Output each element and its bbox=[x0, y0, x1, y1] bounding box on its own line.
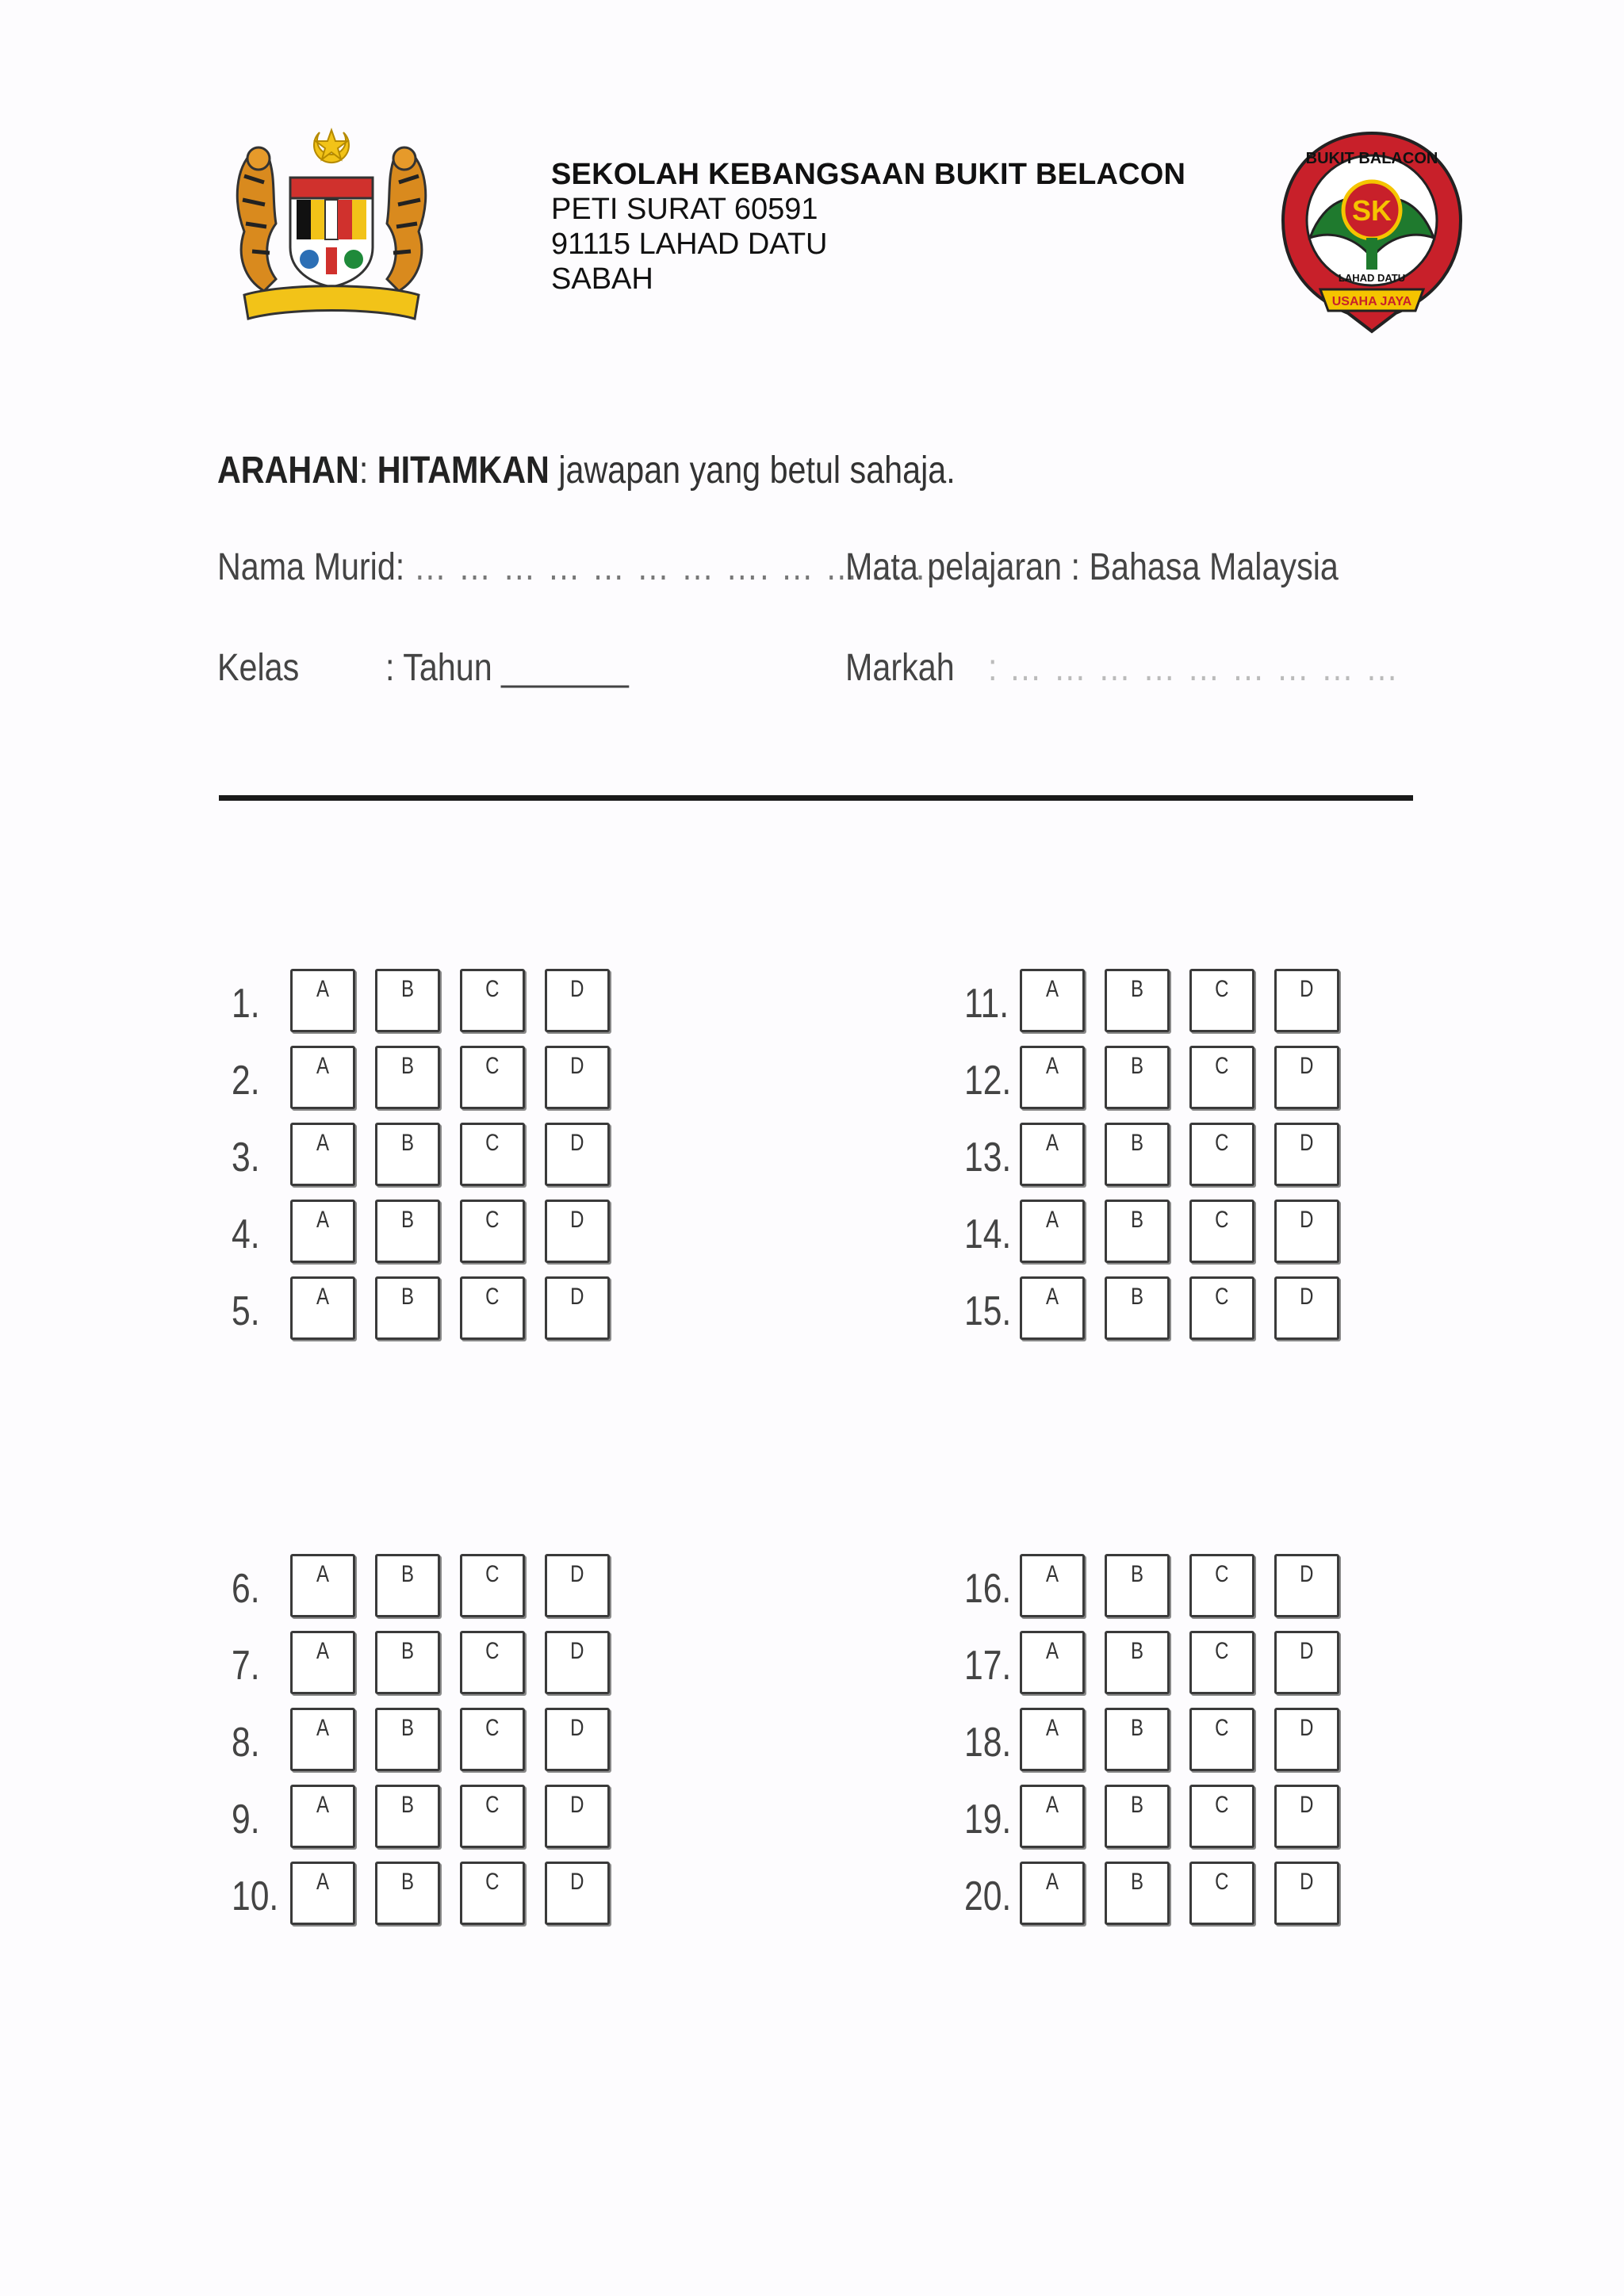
question-number: 10. bbox=[232, 1873, 279, 1919]
answer-option-d[interactable] bbox=[545, 1276, 610, 1340]
option-letter: B bbox=[400, 1792, 414, 1818]
answer-option-d[interactable] bbox=[545, 1862, 610, 1925]
option-letter: D bbox=[570, 1130, 584, 1156]
option-letter: A bbox=[1045, 1130, 1059, 1156]
answer-option-a[interactable] bbox=[1020, 1554, 1085, 1617]
answer-option-a[interactable] bbox=[290, 969, 355, 1032]
option-letter: D bbox=[570, 1638, 584, 1664]
class-blank: _______ bbox=[501, 647, 629, 689]
option-letter: C bbox=[485, 1284, 500, 1310]
answer-option-c[interactable] bbox=[1189, 1554, 1254, 1617]
answer-option-a[interactable] bbox=[1020, 1276, 1085, 1340]
answer-option-b[interactable] bbox=[1105, 1046, 1170, 1109]
student-name-field bbox=[217, 545, 948, 589]
answer-option-b[interactable] bbox=[375, 1554, 440, 1617]
option-letter: B bbox=[1130, 1561, 1143, 1587]
answer-option-c[interactable] bbox=[460, 1862, 525, 1925]
answer-option-b[interactable] bbox=[1105, 1862, 1170, 1925]
logo-initials: SK bbox=[1351, 194, 1392, 227]
logo-bottom-text: LAHAD DATU bbox=[1338, 272, 1406, 284]
option-letter: D bbox=[570, 1869, 584, 1895]
answer-option-b[interactable] bbox=[375, 969, 440, 1032]
option-letter: D bbox=[1300, 1130, 1314, 1156]
question-number: 14. bbox=[964, 1211, 1012, 1257]
answer-option-b[interactable] bbox=[1105, 1554, 1170, 1617]
school-logo-icon bbox=[1277, 127, 1467, 337]
answer-option-d[interactable] bbox=[1274, 1123, 1339, 1186]
option-letter: D bbox=[570, 1792, 584, 1818]
answer-option-c[interactable] bbox=[1189, 1785, 1254, 1848]
answer-option-d[interactable] bbox=[545, 1554, 610, 1617]
option-letter: D bbox=[570, 1715, 584, 1741]
class-label: Kelas bbox=[217, 647, 300, 689]
answer-option-a[interactable] bbox=[1020, 1631, 1085, 1694]
option-letter: A bbox=[1045, 1561, 1059, 1587]
option-letter: D bbox=[570, 1207, 584, 1233]
answer-option-b[interactable] bbox=[1105, 1708, 1170, 1771]
option-letter: C bbox=[485, 1869, 500, 1895]
answer-option-c[interactable] bbox=[1189, 1046, 1254, 1109]
answer-option-c[interactable] bbox=[460, 1708, 525, 1771]
option-letter: A bbox=[316, 1207, 329, 1233]
option-letter: B bbox=[400, 1130, 414, 1156]
answer-option-c[interactable] bbox=[1189, 1862, 1254, 1925]
option-letter: D bbox=[570, 1053, 584, 1079]
option-letter: C bbox=[1215, 1869, 1229, 1895]
answer-option-d[interactable] bbox=[545, 1200, 610, 1263]
option-letter: D bbox=[1300, 1053, 1314, 1079]
question-number: 1. bbox=[232, 981, 260, 1027]
question-number: 6. bbox=[232, 1566, 260, 1612]
answer-option-c[interactable] bbox=[1189, 1276, 1254, 1340]
answer-option-c[interactable] bbox=[1189, 1123, 1254, 1186]
answer-option-a[interactable] bbox=[1020, 1200, 1085, 1263]
answer-option-b[interactable] bbox=[1105, 1123, 1170, 1186]
answer-option-d[interactable] bbox=[545, 1123, 610, 1186]
option-letter: C bbox=[1215, 1792, 1229, 1818]
answer-option-d[interactable] bbox=[1274, 969, 1339, 1032]
answer-option-b[interactable] bbox=[1105, 1631, 1170, 1694]
answer-option-c[interactable] bbox=[460, 1631, 525, 1694]
answer-option-c[interactable] bbox=[1189, 1200, 1254, 1263]
question-number: 2. bbox=[232, 1058, 260, 1104]
option-letter: C bbox=[1215, 976, 1229, 1002]
question-number: 13. bbox=[964, 1135, 1012, 1181]
option-letter: A bbox=[316, 1869, 329, 1895]
answer-option-b[interactable] bbox=[375, 1276, 440, 1340]
option-letter: C bbox=[485, 1053, 500, 1079]
answer-option-a[interactable] bbox=[1020, 1123, 1085, 1186]
answer-option-d[interactable] bbox=[1274, 1708, 1339, 1771]
option-letter: A bbox=[316, 1053, 329, 1079]
option-letter: D bbox=[570, 1284, 584, 1310]
option-letter: A bbox=[1045, 1869, 1059, 1895]
question-number: 18. bbox=[964, 1720, 1012, 1766]
option-letter: C bbox=[1215, 1053, 1229, 1079]
option-letter: B bbox=[400, 1207, 414, 1233]
option-letter: D bbox=[1300, 1284, 1314, 1310]
option-letter: C bbox=[1215, 1715, 1229, 1741]
answer-option-d[interactable] bbox=[1274, 1554, 1339, 1617]
option-letter: B bbox=[400, 1561, 414, 1587]
answer-option-d[interactable] bbox=[1274, 1046, 1339, 1109]
answer-option-c[interactable] bbox=[460, 1785, 525, 1848]
answer-option-a[interactable] bbox=[290, 1708, 355, 1771]
instruction-label: ARAHAN bbox=[217, 450, 359, 492]
student-name-dots: … … … … … … … …. … … … … bbox=[413, 546, 949, 588]
answer-option-d[interactable] bbox=[545, 1708, 610, 1771]
option-letter: D bbox=[1300, 976, 1314, 1002]
answer-option-d[interactable] bbox=[545, 1631, 610, 1694]
option-letter: D bbox=[570, 976, 584, 1002]
option-letter: D bbox=[1300, 1792, 1314, 1818]
option-letter: C bbox=[1215, 1207, 1229, 1233]
question-number: 17. bbox=[964, 1643, 1012, 1689]
option-letter: B bbox=[400, 1715, 414, 1741]
answer-option-b[interactable] bbox=[375, 1785, 440, 1848]
answer-option-a[interactable] bbox=[1020, 1785, 1085, 1848]
logo-top-text: BUKIT BALACON bbox=[1305, 150, 1438, 167]
address-line: 91115 LAHAD DATU bbox=[551, 228, 828, 261]
option-letter: B bbox=[400, 976, 414, 1002]
marks-field bbox=[845, 646, 955, 690]
malaysia-coat-of-arms-icon bbox=[220, 121, 442, 339]
question-number: 11. bbox=[964, 981, 1009, 1027]
answer-option-b[interactable] bbox=[1105, 1200, 1170, 1263]
option-letter: B bbox=[1130, 976, 1143, 1002]
option-letter: A bbox=[316, 976, 329, 1002]
question-number: 5. bbox=[232, 1288, 260, 1334]
answer-option-c[interactable] bbox=[460, 1123, 525, 1186]
class-value-field bbox=[385, 646, 629, 690]
address-line: PETI SURAT 60591 bbox=[551, 193, 818, 226]
option-letter: D bbox=[1300, 1869, 1314, 1895]
answer-option-d[interactable] bbox=[545, 1785, 610, 1848]
answer-option-b[interactable] bbox=[1105, 1276, 1170, 1340]
option-letter: C bbox=[485, 1792, 500, 1818]
answer-option-c[interactable] bbox=[460, 969, 525, 1032]
option-letter: A bbox=[316, 1715, 329, 1741]
answer-option-b[interactable] bbox=[375, 1862, 440, 1925]
class-field bbox=[217, 646, 299, 690]
option-letter: B bbox=[1130, 1715, 1143, 1741]
option-letter: A bbox=[316, 1792, 329, 1818]
school-name: SEKOLAH KEBANGSAAN BUKIT BELACON bbox=[551, 158, 1186, 191]
answer-option-a[interactable] bbox=[290, 1123, 355, 1186]
option-letter: B bbox=[1130, 1638, 1143, 1664]
instruction-line: ARAHAN: HITAMKAN jawapan yang betul sahaja. bbox=[217, 450, 956, 492]
option-letter: C bbox=[1215, 1561, 1229, 1587]
answer-option-c[interactable] bbox=[460, 1200, 525, 1263]
option-letter: A bbox=[1045, 1053, 1059, 1079]
option-letter: C bbox=[485, 1561, 500, 1587]
option-letter: A bbox=[1045, 1207, 1059, 1233]
option-letter: D bbox=[1300, 1715, 1314, 1741]
address-line: SABAH bbox=[551, 262, 653, 296]
answer-option-a[interactable] bbox=[1020, 1862, 1085, 1925]
answer-option-c[interactable] bbox=[1189, 969, 1254, 1032]
option-letter: B bbox=[1130, 1207, 1143, 1233]
option-letter: B bbox=[400, 1869, 414, 1895]
option-letter: A bbox=[316, 1638, 329, 1664]
class-value: : Tahun bbox=[385, 647, 492, 689]
option-letter: C bbox=[1215, 1638, 1229, 1664]
option-letter: B bbox=[1130, 1792, 1143, 1818]
option-letter: C bbox=[485, 1207, 500, 1233]
answer-option-c[interactable] bbox=[460, 1276, 525, 1340]
marks-dots: : … … … … … … … … … bbox=[988, 647, 1400, 689]
answer-option-a[interactable] bbox=[290, 1554, 355, 1617]
answer-option-b[interactable] bbox=[375, 1631, 440, 1694]
option-letter: C bbox=[485, 1130, 500, 1156]
option-letter: D bbox=[570, 1561, 584, 1587]
option-letter: B bbox=[1130, 1284, 1143, 1310]
answer-option-d[interactable] bbox=[545, 969, 610, 1032]
answer-option-d[interactable] bbox=[1274, 1631, 1339, 1694]
school-header bbox=[551, 157, 1185, 297]
answer-option-c[interactable] bbox=[460, 1554, 525, 1617]
instruction-verb: HITAMKAN bbox=[377, 450, 550, 492]
option-letter: C bbox=[485, 1638, 500, 1664]
option-letter: B bbox=[400, 1284, 414, 1310]
option-letter: B bbox=[1130, 1869, 1143, 1895]
question-number: 9. bbox=[232, 1797, 260, 1843]
option-letter: A bbox=[1045, 976, 1059, 1002]
answer-option-a[interactable] bbox=[290, 1785, 355, 1848]
answer-option-a[interactable] bbox=[290, 1631, 355, 1694]
question-number: 3. bbox=[232, 1135, 260, 1181]
answer-option-b[interactable] bbox=[375, 1200, 440, 1263]
answer-option-a[interactable] bbox=[1020, 1708, 1085, 1771]
answer-option-a[interactable] bbox=[290, 1276, 355, 1340]
question-number: 19. bbox=[964, 1797, 1012, 1843]
option-letter: B bbox=[400, 1638, 414, 1664]
answer-option-d[interactable] bbox=[1274, 1276, 1339, 1340]
option-letter: A bbox=[1045, 1792, 1059, 1818]
question-number: 16. bbox=[964, 1566, 1012, 1612]
question-number: 8. bbox=[232, 1720, 260, 1766]
answer-option-a[interactable] bbox=[1020, 1046, 1085, 1109]
divider-line bbox=[219, 795, 1413, 801]
subject-field bbox=[845, 545, 1339, 589]
answer-option-b[interactable] bbox=[1105, 969, 1170, 1032]
question-number: 12. bbox=[964, 1058, 1012, 1104]
option-letter: C bbox=[485, 976, 500, 1002]
answer-option-b[interactable] bbox=[1105, 1785, 1170, 1848]
answer-option-d[interactable] bbox=[1274, 1200, 1339, 1263]
answer-option-a[interactable] bbox=[290, 1200, 355, 1263]
option-letter: A bbox=[1045, 1284, 1059, 1310]
logo-motto: USAHA JAYA bbox=[1331, 295, 1412, 308]
option-letter: C bbox=[1215, 1284, 1229, 1310]
answer-option-d[interactable] bbox=[1274, 1785, 1339, 1848]
answer-option-a[interactable] bbox=[290, 1046, 355, 1109]
option-letter: D bbox=[1300, 1207, 1314, 1233]
answer-option-b[interactable] bbox=[375, 1123, 440, 1186]
marks-value-field bbox=[988, 646, 1400, 690]
answer-option-d[interactable] bbox=[545, 1046, 610, 1109]
answer-option-a[interactable] bbox=[290, 1862, 355, 1925]
option-letter: C bbox=[1215, 1130, 1229, 1156]
option-letter: A bbox=[316, 1130, 329, 1156]
option-letter: D bbox=[1300, 1561, 1314, 1587]
answer-option-b[interactable] bbox=[375, 1708, 440, 1771]
option-letter: A bbox=[1045, 1638, 1059, 1664]
question-number: 15. bbox=[964, 1288, 1012, 1334]
option-letter: B bbox=[1130, 1053, 1143, 1079]
option-letter: A bbox=[316, 1561, 329, 1587]
student-name-label: Nama Murid: bbox=[217, 546, 405, 588]
question-number: 7. bbox=[232, 1643, 260, 1689]
question-number: 20. bbox=[964, 1873, 1012, 1919]
option-letter: B bbox=[1130, 1130, 1143, 1156]
instruction-text: jawapan yang betul sahaja. bbox=[558, 450, 956, 492]
option-letter: B bbox=[400, 1053, 414, 1079]
answer-option-b[interactable] bbox=[375, 1046, 440, 1109]
answer-option-a[interactable] bbox=[1020, 969, 1085, 1032]
option-letter: D bbox=[1300, 1638, 1314, 1664]
answer-option-d[interactable] bbox=[1274, 1862, 1339, 1925]
option-letter: A bbox=[316, 1284, 329, 1310]
answer-option-c[interactable] bbox=[1189, 1631, 1254, 1694]
option-letter: C bbox=[485, 1715, 500, 1741]
option-letter: A bbox=[1045, 1715, 1059, 1741]
marks-label: Markah bbox=[845, 647, 955, 689]
question-number: 4. bbox=[232, 1211, 260, 1257]
answer-option-c[interactable] bbox=[460, 1046, 525, 1109]
subject-label: Mata pelajaran : Bahasa Malaysia bbox=[845, 546, 1339, 588]
answer-option-c[interactable] bbox=[1189, 1708, 1254, 1771]
